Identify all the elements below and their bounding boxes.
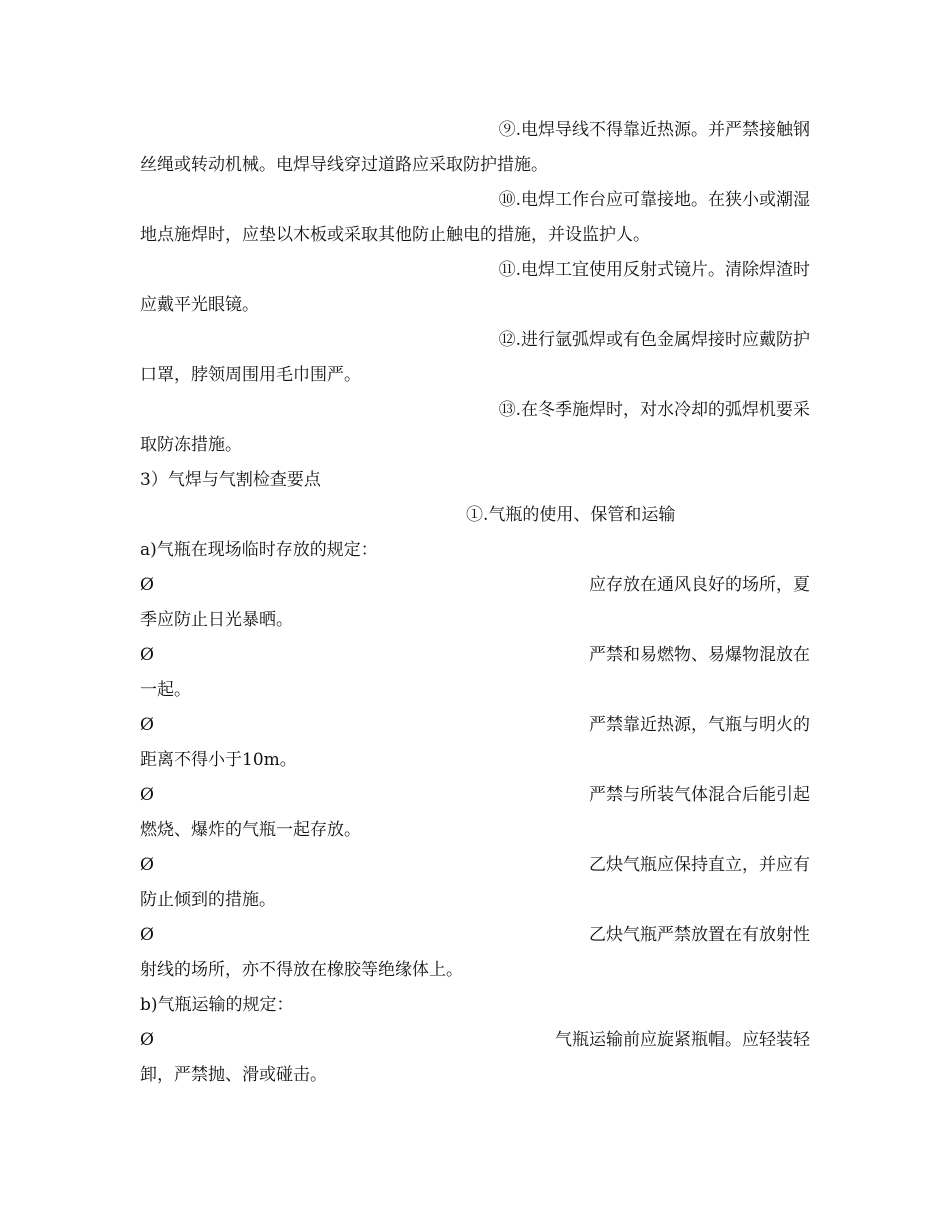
item-12-line-2: 口罩，脖领周围用毛巾围严。 [140,365,361,385]
bullet-a-6-cont: 射线的场所，亦不得放在橡胶等绝缘体上。 [140,960,463,980]
bullet-a-4-cont: 燃烧、爆炸的气瓶一起存放。 [140,820,361,840]
item-10-line-2: 地点施焊时，应垫以木板或采取其他防止触电的措施，并设监护人。 [140,225,650,245]
section-heading: 3）气焊与气割检查要点 [140,470,321,490]
bullet-marker: Ø [140,645,154,665]
bullet-marker: Ø [140,785,154,805]
bullet-marker: Ø [140,575,154,595]
item-13-line-2: 取防冻措施。 [140,435,242,455]
bullet-marker: Ø [140,855,154,875]
bullet-a-2-cont: 一起。 [140,680,191,700]
bullet-a-1-cont: 季应防止日光暴晒。 [140,610,293,630]
rule-a-heading: a)气瓶在现场临时存放的规定： [140,540,378,560]
document-page: ⑨.电焊导线不得靠近热源。并严禁接触钢 丝绳或转动机械。电焊导线穿过道路应采取防护措施。 ⑩.电焊工作台应可靠接地。在狭小或潮湿 地点施焊时，应垫以木板或采取其他防止触电的措施，并设监护人。 ⑪.电焊工宜使用反射式镜片。清除焊渣时 应戴平光眼镜。 ⑫.进行氩弧焊或有色金属焊接时应戴防护 口罩，脖领周围用毛巾围严。 ⑬.在冬季施焊时，对水冷却的弧焊机要采 取防冻措施。 3）气焊与气割检查要点 ①.气瓶的使用、保管和运输 a)气瓶在现场临时存放的规定： Ø 应存放在通风良好的场所，夏 季应防止日光暴晒。 Ø 严禁和易燃物、易爆物混放在 一起。 Ø 严禁靠近热源，气瓶与明火的 距离不得小于10m。 Ø 严禁与所装气体混合后能引起 燃烧、爆炸的气瓶一起存放。 Ø 乙炔气瓶应保持直立，并应有 防止倾到的措施。 Ø 乙炔气瓶严禁放置在有放射性 射线的场所，亦不得放在橡胶等绝缘体上。 b)气瓶运输的规定： Ø 气瓶运输前应旋紧瓶帽。应轻装轻 卸，严禁抛、滑或碰击。 [140,120,810,1085]
rule-b-heading: b)气瓶运输的规定： [140,995,294,1015]
bullet-marker: Ø [140,925,154,945]
bullet-a-3-cont: 距离不得小于10m。 [140,750,297,770]
item-9-line-2: 丝绳或转动机械。电焊导线穿过道路应采取防护措施。 [140,155,548,175]
bullet-b-1-cont: 卸，严禁抛、滑或碰击。 [140,1065,327,1085]
item-11-line-2: 应戴平光眼镜。 [140,295,259,315]
bullet-a-5-cont: 防止倾到的措施。 [140,890,276,910]
bullet-marker: Ø [140,715,154,735]
bullet-marker: Ø [140,1030,154,1050]
